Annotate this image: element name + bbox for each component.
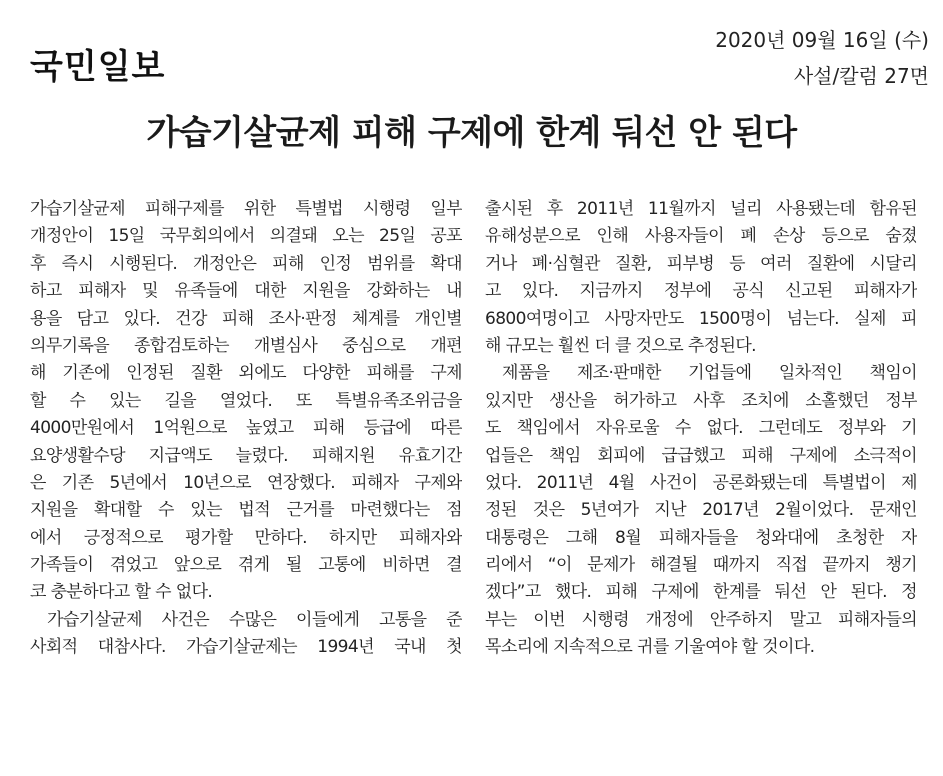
text-line: 목소리에 지속적으로 귀를 기울여야 할 것이다. <box>485 637 815 658</box>
text-line: 에서 긍정적으로 평가할 만하다. 하지만 피해자와 <box>30 527 462 548</box>
left-column <box>30 196 462 662</box>
text-line: 었다. 2011년 4월 사건이 공론화됐는데 특별법이 제 <box>485 472 917 493</box>
text-line: 해 기존에 인정된 질환 외에도 다양한 피해를 구제 <box>30 363 462 384</box>
text-line: 요양생활수당 지급액도 늘렸다. 피해지원 유효기간 <box>30 445 462 466</box>
text-line: 고 있다. 지금까지 정부에 공식 신고된 피해자가 <box>485 281 917 302</box>
text-line: 할 수 있는 길을 열었다. 또 특별유족조위금을 <box>30 390 462 411</box>
publication-date: 2020년 09월 16일 (수) <box>715 28 929 52</box>
text-line: 대통령은 그해 8월 피해자들을 청와대에 초청한 자 <box>485 527 917 548</box>
text-line: 도 책임에서 자유로울 수 없다. 그런데도 정부와 기 <box>485 418 917 439</box>
text-line: 정된 것은 5년여가 지난 2017년 2월이었다. 문재인 <box>485 500 917 521</box>
text-line: 업들은 책임 회피에 급급했고 피해 구제에 소극적이 <box>485 445 917 466</box>
text-line: 6800여명이고 사망자만도 1500명이 넘는다. 실제 피 <box>485 308 917 329</box>
text-line: 있지만 생산을 허가하고 사후 조치에 소홀했던 정부 <box>485 390 917 411</box>
text-line: 리에서 “이 문제가 해결될 때까지 직접 끝까지 챙기 <box>485 555 917 576</box>
text-line: 해 규모는 훨씬 더 클 것으로 추정된다. <box>485 335 756 356</box>
text-line: 출시된 후 2011년 11월까지 널리 사용됐는데 함유된 <box>485 199 917 219</box>
newspaper-masthead: 국민일보 <box>30 47 166 87</box>
text-line: 제품을 제조·판매한 기업들에 일차적인 책임이 <box>502 363 917 384</box>
text-line: 지원을 확대할 수 있는 법적 근거를 마련했다는 점 <box>30 500 462 521</box>
text-line: 의무기록을 종합검토하는 개별심사 중심으로 개편 <box>30 335 462 356</box>
editorial-headline: 가습기살균제 피해 구제에 한계 둬선 안 된다 <box>146 113 797 153</box>
article-body <box>30 196 917 662</box>
text-line: 유해성분으로 인해 사용자들이 폐 손상 등으로 숨졌 <box>485 226 917 247</box>
text-line: 가족들이 겪었고 앞으로 겪게 될 고통에 비하면 결 <box>30 555 462 576</box>
text-line: 거나 폐·심혈관 질환, 피부병 등 여러 질환에 시달리 <box>485 253 917 274</box>
text-line: 사회적 대참사다. 가습기살균제는 1994년 국내 첫 <box>30 637 462 658</box>
text-line: 부는 이번 시행령 개정에 안주하지 말고 피해자들의 <box>485 609 917 630</box>
text-line: 후 즉시 시행된다. 개정안은 피해 인정 범위를 확대 <box>30 253 462 274</box>
text-line: 가습기살균제 사건은 수많은 이들에게 고통을 준 <box>47 609 462 630</box>
text-line: 겠다”고 했다. 피해 구제에 한계를 둬선 안 된다. 정 <box>485 582 917 603</box>
section-page-label: 사설/칼럼 27면 <box>793 64 929 88</box>
text-line: 개정안이 15일 국무회의에서 의결돼 오는 25일 공포 <box>30 226 462 247</box>
text-line: 4000만원에서 1억원으로 높였고 피해 등급에 따른 <box>30 418 462 439</box>
text-line: 용을 담고 있다. 건강 피해 조사·판정 체계를 개인별 <box>30 308 462 329</box>
text-line: 코 충분하다고 할 수 없다. <box>30 582 213 603</box>
text-line: 가습기살균제 피해구제를 위한 특별법 시행령 일부 <box>30 199 462 219</box>
right-column <box>485 196 917 662</box>
text-line: 은 기존 5년에서 10년으로 연장했다. 피해자 구제와 <box>30 472 462 493</box>
text-line: 하고 피해자 및 유족들에 대한 지원을 강화하는 내 <box>30 281 462 302</box>
